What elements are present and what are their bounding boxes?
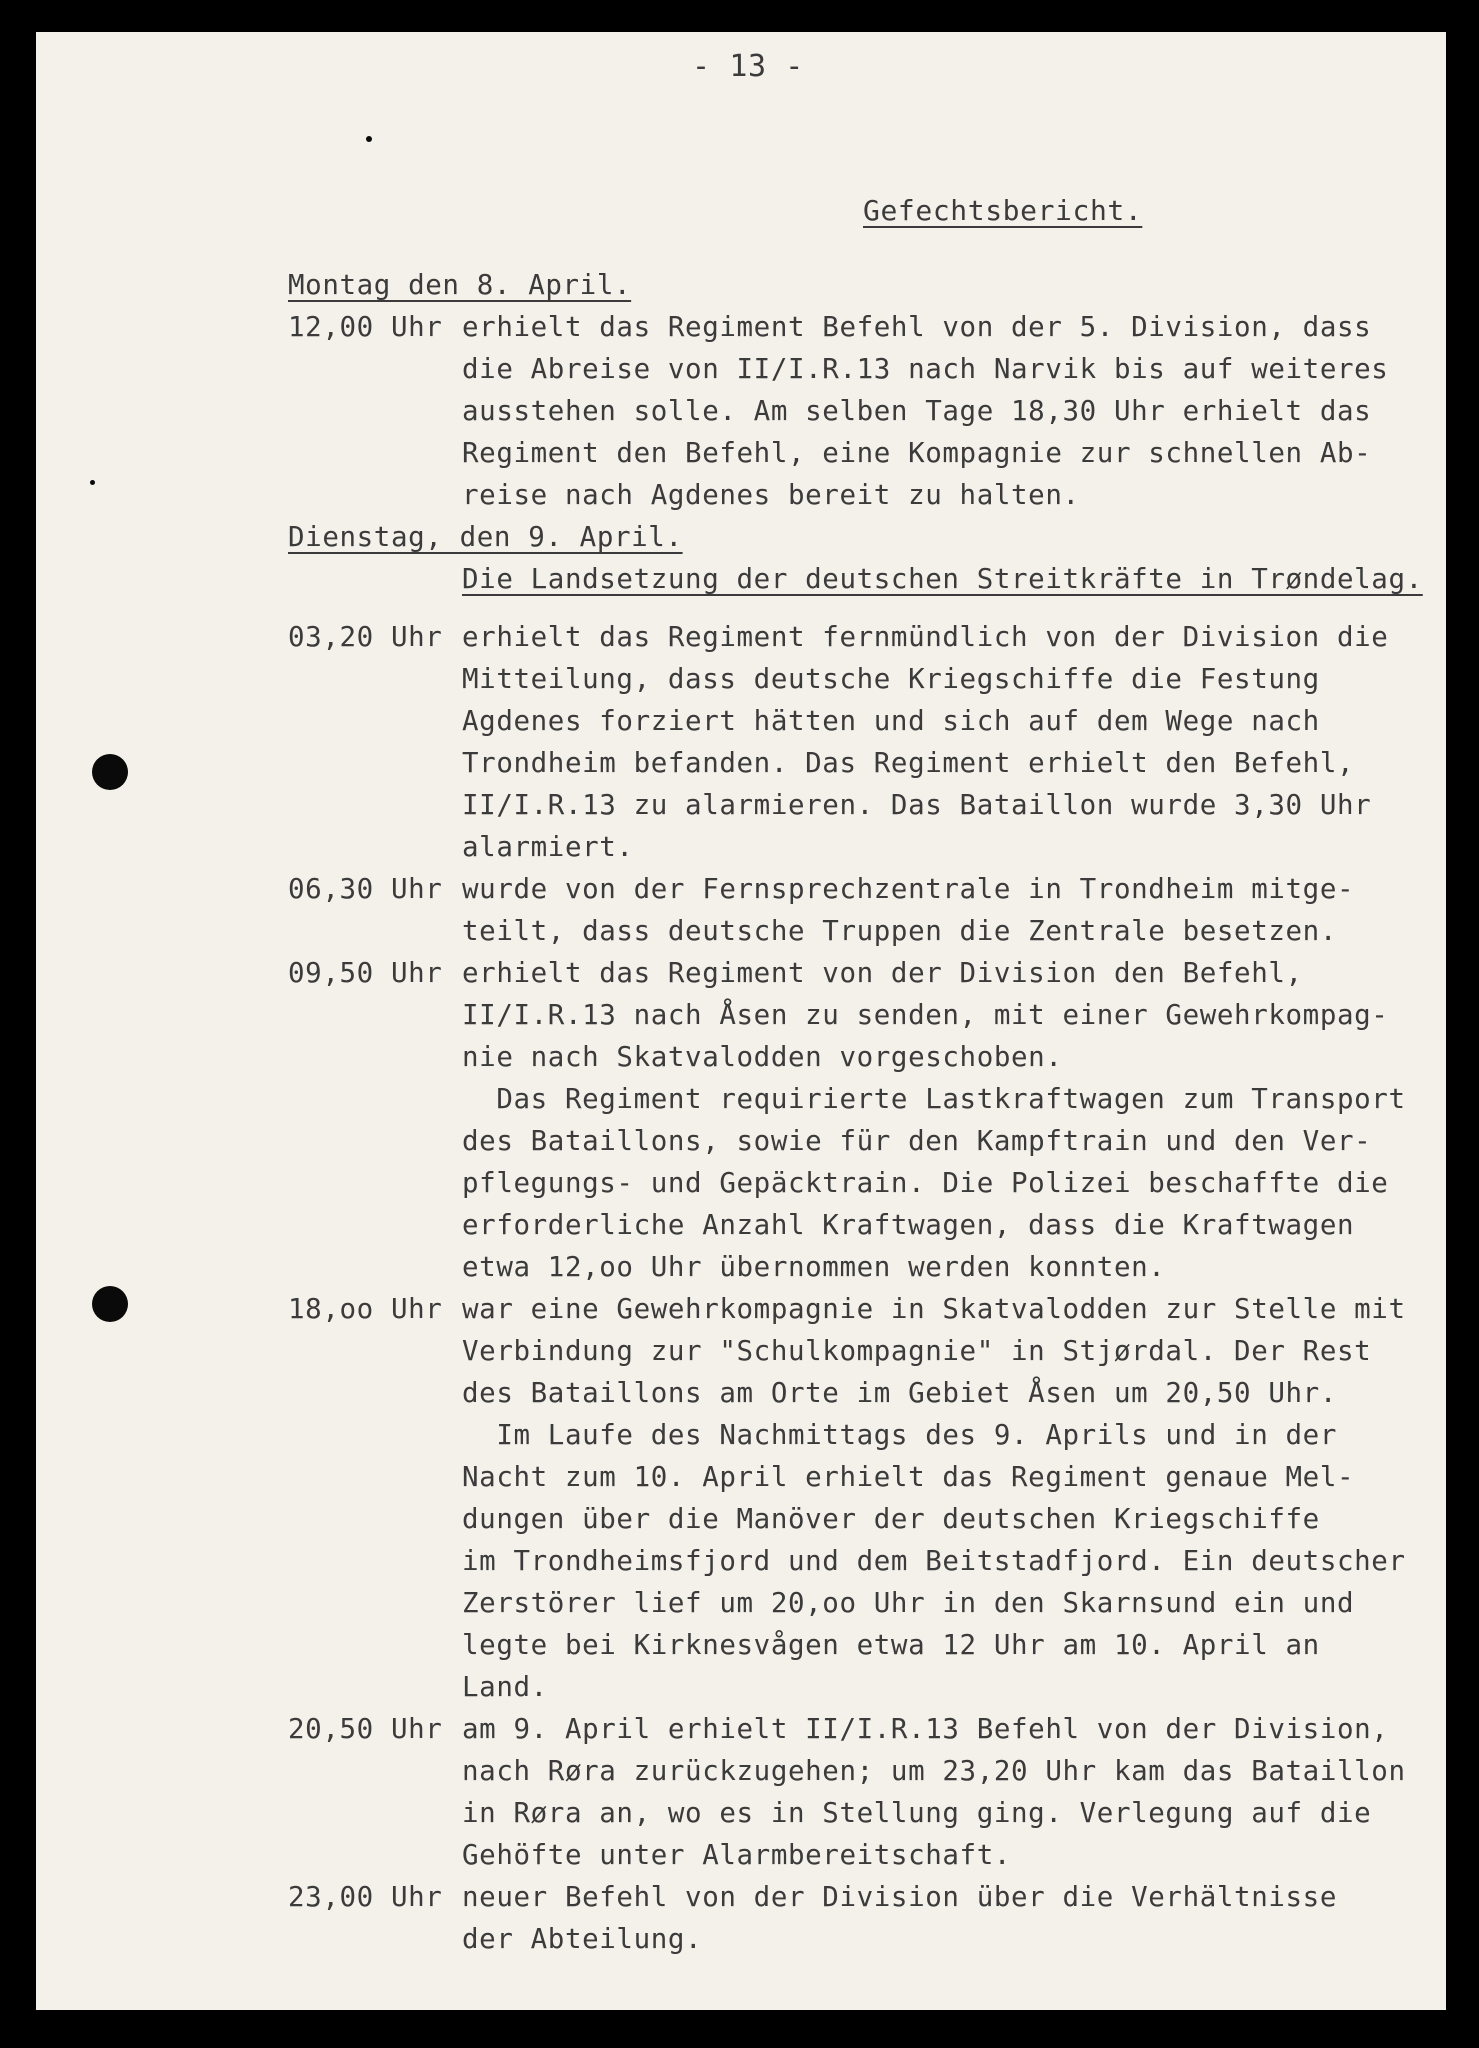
entry-text-line: Im Laufe des Nachmittags des 9. Aprils und in der [462, 1419, 1337, 1451]
entry-text-line: erforderliche Anzahl Kraftwagen, dass die Kraftwagen [462, 1209, 1355, 1241]
entry-time: 12,00 Uhr [288, 311, 443, 343]
entry-text-line: II/I.R.13 nach Åsen zu senden, mit einer Gewehrkompag- [462, 999, 1389, 1031]
entry-text-line: Nacht zum 10. April erhielt das Regiment genaue Mel- [462, 1461, 1355, 1493]
entry-time: 18,oo Uhr [288, 1293, 443, 1325]
entry-text-line: legte bei Kirknesvågen etwa 12 Uhr am 10. April an [462, 1629, 1320, 1661]
entry-text-line: ausstehen solle. Am selben Tage 18,30 Uhr erhielt das [462, 395, 1372, 427]
entry-time: 23,00 Uhr [288, 1881, 443, 1913]
entry-time: 03,20 Uhr [288, 621, 443, 653]
day-heading-tuesday: Dienstag, den 9. April. [288, 521, 683, 553]
report-title: Gefechtsbericht. [863, 194, 1143, 227]
entry-text-line: war eine Gewehrkompagnie in Skatvalodden zur Stelle mit [462, 1293, 1406, 1325]
entry-text-line: reise nach Agdenes bereit zu halten. [462, 479, 1080, 511]
day-heading-monday: Montag den 8. April. [288, 269, 632, 301]
margin-mark [90, 480, 95, 485]
entry-text-line: pflegungs- und Gepäcktrain. Die Polizei beschaffte die [462, 1167, 1389, 1199]
entry-time: 09,50 Uhr [288, 957, 443, 989]
page-number: - 13 - [692, 49, 804, 84]
entry-text-line: Regiment den Befehl, eine Kompagnie zur schnellen Ab- [462, 437, 1372, 469]
entry-text-line: Mitteilung, dass deutsche Kriegschiffe die Festung [462, 663, 1320, 695]
entry-text-line: erhielt das Regiment von der Division den Befehl, [462, 957, 1303, 989]
entry-text-line: die Abreise von II/I.R.13 nach Narvik bis auf weiteres [462, 353, 1389, 385]
entry-text-line: wurde von der Fernsprechzentrale in Trondheim mitge- [462, 873, 1355, 905]
entry-text-line: neuer Befehl von der Division über die Verhältnisse [462, 1881, 1337, 1913]
entry-text-line: Gehöfte unter Alarmbereitschaft. [462, 1839, 1012, 1871]
entry-text-line: Trondheim befanden. Das Regiment erhielt den Befehl, [462, 747, 1355, 779]
entry-text-line: alarmiert. [462, 831, 634, 863]
punch-hole-bottom [92, 1286, 128, 1322]
entry-text-line: des Bataillons, sowie für den Kampftrain und den Ver- [462, 1125, 1372, 1157]
section-subheading: Die Landsetzung der deutschen Streitkräfte in Trøndelag. [462, 563, 1423, 595]
document-page [36, 32, 1446, 2010]
entry-text-line: in Røra an, wo es in Stellung ging. Verlegung auf die [462, 1797, 1372, 1829]
entry-time: 06,30 Uhr [288, 873, 443, 905]
entry-text-line: II/I.R.13 zu alarmieren. Das Bataillon wurde 3,30 Uhr [462, 789, 1372, 821]
entry-text-line: nie nach Skatvalodden vorgeschoben. [462, 1041, 1063, 1073]
entry-text-line: erhielt das Regiment Befehl von der 5. Division, dass [462, 311, 1372, 343]
entry-text-line: der Abteilung. [462, 1923, 703, 1955]
entry-text-line: Das Regiment requirierte Lastkraftwagen zum Transport [462, 1083, 1406, 1115]
punch-hole-top [92, 754, 128, 790]
entry-text-line: etwa 12,oo Uhr übernommen werden konnten. [462, 1251, 1166, 1283]
entry-text-line: nach Røra zurückzugehen; um 23,20 Uhr kam das Bataillon [462, 1755, 1406, 1787]
entry-text-line: Verbindung zur "Schulkompagnie" in Stjørdal. Der Rest [462, 1335, 1372, 1367]
entry-text-line: teilt, dass deutsche Truppen die Zentrale besetzen. [462, 915, 1337, 947]
entry-text-line: Land. [462, 1671, 548, 1703]
entry-text-line: erhielt das Regiment fernmündlich von der Division die [462, 621, 1389, 653]
entry-text-line: Zerstörer lief um 20,oo Uhr in den Skarnsund ein und [462, 1587, 1355, 1619]
entry-text-line: im Trondheimsfjord und dem Beitstadfjord. Ein deutscher [462, 1545, 1406, 1577]
entry-text-line: Agdenes forziert hätten und sich auf dem Wege nach [462, 705, 1320, 737]
margin-mark [366, 136, 372, 142]
entry-text-line: dungen über die Manöver der deutschen Kriegschiffe [462, 1503, 1320, 1535]
entry-text-line: am 9. April erhielt II/I.R.13 Befehl von der Division, [462, 1713, 1389, 1745]
entry-time: 20,50 Uhr [288, 1713, 443, 1745]
entry-text-line: des Bataillons am Orte im Gebiet Åsen um 20,50 Uhr. [462, 1377, 1337, 1409]
